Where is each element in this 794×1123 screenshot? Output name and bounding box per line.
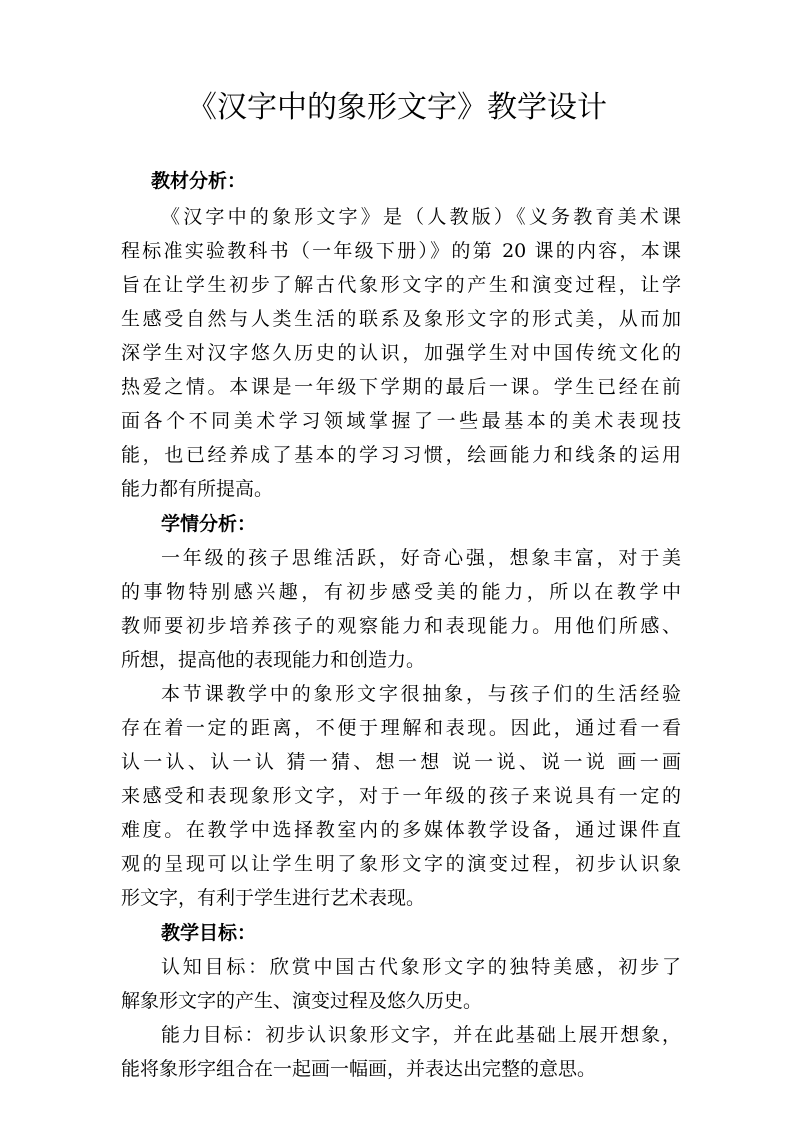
paragraph-line: 生感受自然与人类生活的联系及象形文字的形式美，从而加 bbox=[121, 308, 681, 330]
paragraph-line: 能力目标：初步认识象形文字，并在此基础上展开想象， bbox=[161, 1024, 681, 1046]
paragraph-line: 难度。在教学中选择教室内的多媒体教学设备，通过课件直 bbox=[121, 819, 681, 841]
paragraph-line: 能将象形字组合在一起画一幅画，并表达出完整的意思。 bbox=[121, 1058, 597, 1080]
section-heading-textbook-analysis: 教材分析： bbox=[151, 170, 247, 192]
paragraph-line: 存在着一定的距离，不便于理解和表现。因此，通过看一看 bbox=[121, 717, 681, 739]
paragraph-line: 面各个不同美术学习领域掌握了一些最基本的美术表现技 bbox=[121, 410, 681, 432]
paragraph-line: 《汉字中的象形文字》是（人教版）《义务教育美术课 bbox=[161, 206, 681, 228]
paragraph-line: 形文字，有利于学生进行艺术表现。 bbox=[121, 887, 426, 909]
section-heading-learner-analysis: 学情分析： bbox=[161, 513, 257, 535]
paragraph-line: 深学生对汉字悠久历史的认识，加强学生对中国传统文化的 bbox=[121, 342, 681, 364]
section-heading-teaching-objectives: 教学目标： bbox=[161, 922, 257, 944]
paragraph-line: 来感受和表现象形文字，对于一年级的孩子来说具有一定的 bbox=[121, 785, 681, 807]
paragraph-line: 认一认、认一认 猜一猜、想一想 说一说、说一说 画一画 bbox=[121, 751, 681, 773]
paragraph-line: 能，也已经养成了基本的学习习惯，绘画能力和线条的运用 bbox=[121, 444, 681, 466]
paragraph-line: 认知目标：欣赏中国古代象形文字的独特美感，初步了 bbox=[161, 956, 681, 978]
paragraph-line: 本节课教学中的象形文字很抽象，与孩子们的生活经验 bbox=[161, 683, 681, 705]
paragraph-line: 解象形文字的产生、演变过程及悠久历史。 bbox=[121, 990, 483, 1012]
paragraph-line: 所想，提高他的表现能力和创造力。 bbox=[121, 649, 426, 671]
document-title: 《汉字中的象形文字》教学设计 bbox=[187, 90, 607, 125]
paragraph-line: 程标准实验教科书（一年级下册）》的第 20 课的内容，本课 bbox=[121, 240, 681, 262]
paragraph-line: 一年级的孩子思维活跃，好奇心强，想象丰富，对于美 bbox=[161, 547, 681, 569]
paragraph-line: 热爱之情。本课是一年级下学期的最后一课。学生已经在前 bbox=[121, 376, 681, 398]
paragraph-line: 教师要初步培养孩子的观察能力和表现能力。用他们所感、 bbox=[121, 615, 681, 637]
paragraph-line: 的事物特别感兴趣，有初步感受美的能力，所以在教学中 bbox=[121, 581, 681, 603]
paragraph-line: 观的呈现可以让学生明了象形文字的演变过程，初步认识象 bbox=[121, 853, 681, 875]
paragraph-line: 旨在让学生初步了解古代象形文字的产生和演变过程，让学 bbox=[121, 274, 681, 296]
paragraph-line: 能力都有所提高。 bbox=[121, 478, 274, 500]
